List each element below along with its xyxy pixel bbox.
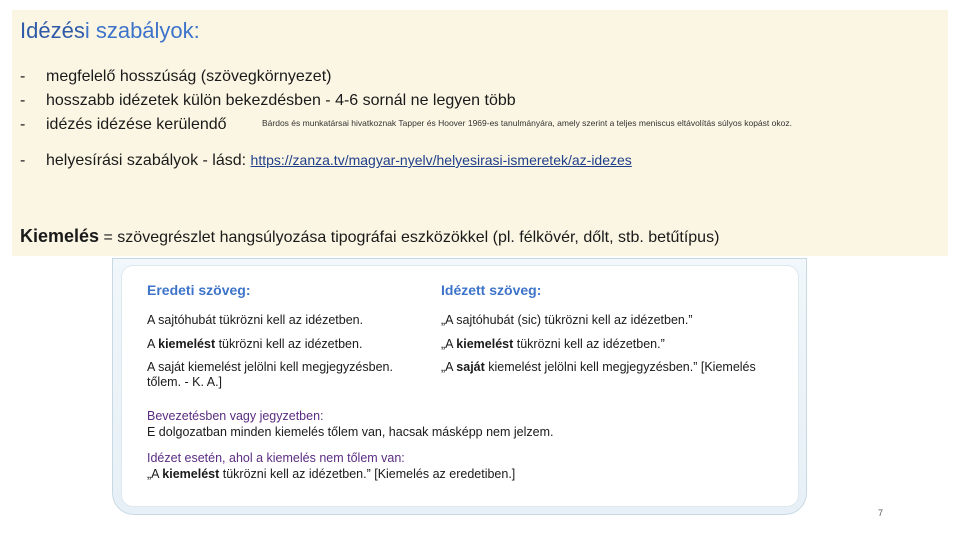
row3-right <box>441 360 756 375</box>
text: kiemelést jelölni kell megjegyzésben.” [Kiemelés <box>484 360 756 374</box>
text: „A <box>441 337 457 351</box>
row2-left <box>147 337 362 352</box>
page-title <box>20 18 200 44</box>
section1-text: E dolgozatban minden kiemelés tőlem van, hacsak másképp nem jelzem. <box>147 425 554 439</box>
bullet-1 <box>20 68 331 86</box>
bullet-text: hosszabb idézetek külön bekezdésben - 4-6 sornál ne legyen több <box>46 92 516 109</box>
title-part-2: i szabályok: <box>84 18 200 43</box>
text: tőlem. - K. A.] <box>147 375 223 389</box>
section2-head: Idézet esetén, ahol a kiemelés nem tőlem van: <box>147 451 405 465</box>
bold-text: saját <box>456 360 485 374</box>
text: A <box>147 337 159 351</box>
footnote-text: Bárdos és munkatársai hivatkoznak Tapper és Hoover 1969-es tanulmányára, amely szerint a teljes meniscus eltávolítás súlyos kopást okoz. <box>262 118 792 128</box>
bold-text: kiemelést <box>456 337 514 351</box>
bullet-dash: - <box>20 68 26 85</box>
right-column-head: Idézett szöveg: <box>441 282 542 298</box>
bullet-2 <box>20 92 516 110</box>
bullet-4 <box>20 152 632 170</box>
kiemeles-term: Kiemelés <box>20 226 100 246</box>
page-number: 7 <box>878 508 884 518</box>
example-box <box>112 258 807 515</box>
text: tükrözni kell az idézetben. <box>215 337 363 351</box>
bullet-text: helyesírási szabályok - lásd: <box>46 152 251 169</box>
bold-text: kiemelést <box>162 467 220 481</box>
row2-right <box>441 337 665 352</box>
section1-head: Bevezetésben vagy jegyzetben: <box>147 409 324 423</box>
zanza-link[interactable]: https://zanza.tv/magyar-nyelv/helyesirasi-ismeretek/az-idezes <box>250 152 632 168</box>
text: tükrözni kell az idézetben.” [Kiemelés az eredetiben.] <box>219 467 516 481</box>
bullet-3 <box>20 116 227 134</box>
title-part-1: Idézés <box>20 18 85 43</box>
text: tükrözni kell az idézetben.” <box>513 337 665 351</box>
bullet-text: megfelelő hosszúság (szövegkörnyezet) <box>46 68 332 85</box>
text: „A <box>147 467 163 481</box>
left-column-head: Eredeti szöveg: <box>147 282 251 298</box>
bullet-dash: - <box>20 116 26 133</box>
kiemeles-text: = szövegrészlet hangsúlyozása tipográfai eszközökkel (pl. félkövér, dőlt, stb. betűtípus) <box>99 229 720 246</box>
bullet-dash: - <box>20 92 26 109</box>
row1-right: „A sajtóhubát (sic) tükrözni kell az idézetben.” <box>441 313 693 327</box>
row3-left <box>147 360 393 390</box>
text: A saját kiemelést jelölni kell megjegyzésben. <box>147 360 393 374</box>
section2-text <box>147 467 515 482</box>
bold-text: kiemelést <box>158 337 216 351</box>
bullet-text: idézés idézése kerülendő <box>46 116 227 133</box>
text: „A <box>441 360 457 374</box>
bullet-dash: - <box>20 152 26 169</box>
row1-left: A sajtóhubát tükrözni kell az idézetben. <box>147 313 364 327</box>
kiemeles-definition <box>20 226 719 247</box>
